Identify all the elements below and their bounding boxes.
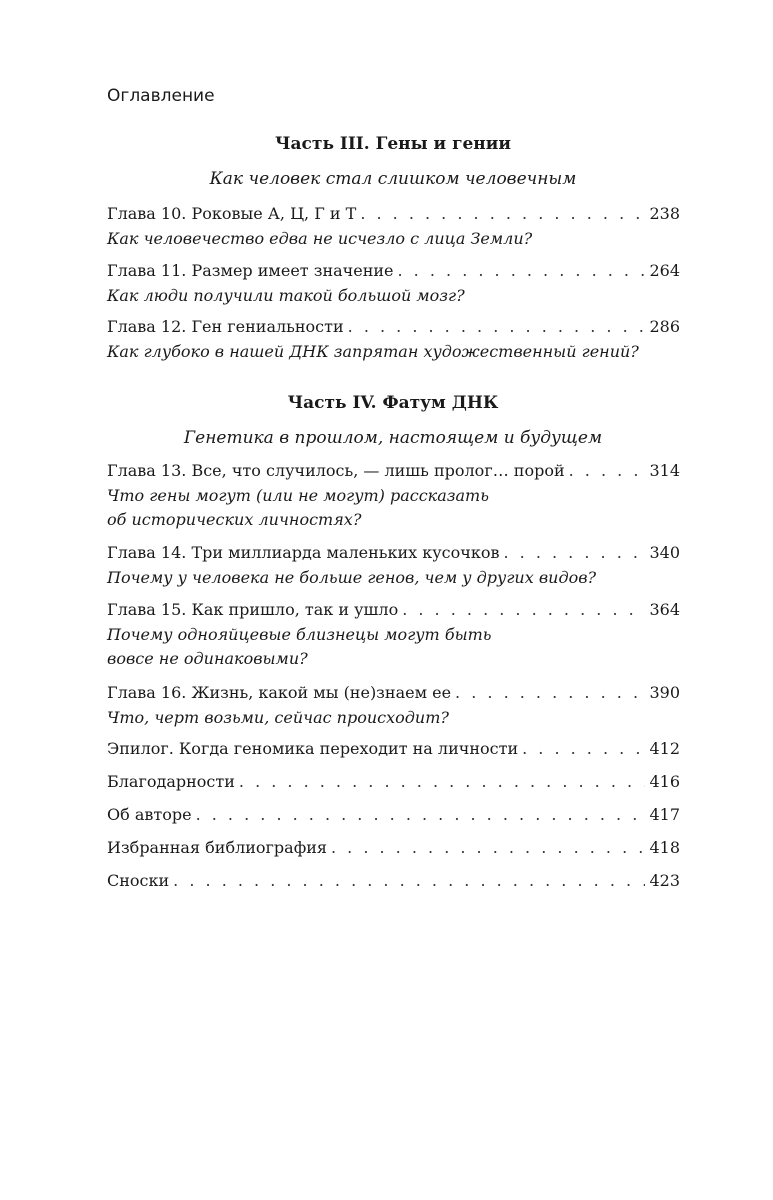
dot-leader [348,317,646,337]
entry-subtitle: Как человечество едва не исчезло с лица Земли? [107,229,533,248]
entry-title: Глава 13. Все, что случилось, — лишь пролог… порой [107,461,565,480]
entry-subtitle: вовсе не одинаковыми? [107,649,308,668]
page-number: 412 [649,739,680,758]
entry-title: Глава 12. Ген гениальности [107,317,344,336]
entry-title: Глава 14. Три миллиарда маленьких кусочков [107,543,500,562]
dot-leader [196,805,646,825]
dot-leader [398,261,646,281]
dot-leader [239,772,646,792]
toc-entry-chapter-11 [107,261,680,308]
part-heading-4 [107,393,679,448]
entry-title: Благодарности [107,772,235,791]
toc-entry-bibliography [107,838,680,858]
entry-title: Сноски [107,871,170,890]
part-subtitle: Как человек стал слишком человечным [209,169,577,189]
page-number: 416 [649,772,680,791]
part-title: Часть III. Гены и гении [275,134,511,154]
entry-subtitle: Почему у человека не больше генов, чем у других видов? [107,568,597,587]
toc-entry-chapter-12 [107,317,680,364]
toc-entry-chapter-10 [107,204,680,251]
toc-entry-acknowledgements [107,772,680,792]
dot-leader [360,204,645,224]
running-header: Оглавление [107,86,215,106]
dot-leader [455,683,645,703]
part-heading-3 [107,134,679,189]
page-number: 418 [649,838,680,857]
toc-entry-chapter-15 [107,600,680,671]
dot-leader [569,461,646,481]
dot-leader [522,739,645,759]
page-number: 364 [649,600,680,619]
page-number: 286 [649,317,680,336]
part-title: Часть IV. Фатум ДНК [287,393,499,413]
entry-subtitle: Почему однояйцевые близнецы могут быть [107,625,492,644]
entry-title: Глава 15. Как пришло, так и ушло [107,600,399,619]
page-number: 423 [649,871,680,890]
page-number: 390 [649,683,680,702]
entry-title: Эпилог. Когда геномика переходит на личности [107,739,519,758]
entry-subtitle: Как глубоко в нашей ДНК запрятан художественный гений? [107,342,639,361]
page-number: 264 [649,261,680,280]
dot-leader [402,600,645,620]
entry-title: Глава 10. Роковые А, Ц, Г и Т [107,204,357,223]
entry-title: Избранная библиография [107,838,327,857]
page-number: 238 [649,204,680,223]
toc-entry-notes [107,871,680,891]
part-subtitle: Генетика в прошлом, настоящем и будущем [183,428,603,448]
page-number: 417 [649,805,680,824]
toc-entry-chapter-16 [107,683,680,730]
entry-subtitle: Как люди получили такой большой мозг? [107,286,465,305]
entry-title: Глава 11. Размер имеет значение [107,261,394,280]
entry-title: Глава 16. Жизнь, какой мы (не)знаем ее [107,683,452,702]
dot-leader [173,871,645,891]
toc-entry-about-author [107,805,680,825]
dot-leader [503,543,645,563]
toc-entry-chapter-13 [107,461,680,532]
entry-subtitle: Что гены могут (или не могут) рассказать [107,486,489,505]
entry-subtitle: об исторических личностях? [107,510,362,529]
entry-title: Об авторе [107,805,192,824]
page-number: 314 [649,461,680,480]
dot-leader [331,838,645,858]
entry-subtitle: Что, черт возьми, сейчас происходит? [107,708,449,727]
page-number: 340 [649,543,680,562]
toc-entry-epilogue [107,739,680,759]
toc-entry-chapter-14 [107,543,680,590]
